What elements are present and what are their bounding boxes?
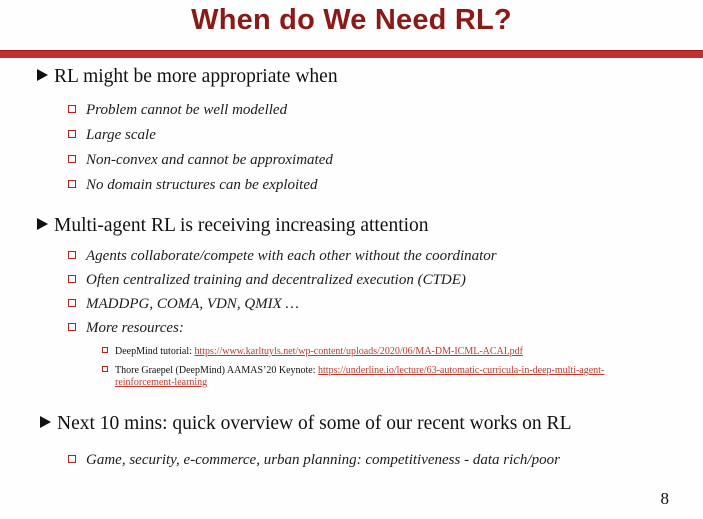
sub-bullet bbox=[68, 296, 299, 313]
hollow-square-icon bbox=[102, 366, 108, 372]
hollow-square-icon bbox=[68, 180, 76, 188]
hollow-square-icon bbox=[68, 455, 76, 463]
hollow-square-icon bbox=[68, 155, 76, 163]
sub-bullet bbox=[68, 127, 156, 144]
sub-bullet bbox=[68, 248, 497, 265]
arrow-right-icon bbox=[37, 218, 48, 230]
sub-bullet-text: Non-convex and cannot be approximated bbox=[86, 152, 333, 168]
sub-bullet bbox=[68, 320, 184, 337]
sub-bullet-text: Agents collaborate/compete with each other without the coordinator bbox=[86, 248, 497, 264]
resource-link-keynote[interactable]: https://underline.io/lecture/63-automatic-curricula-in-deep-multi-agent- bbox=[318, 365, 605, 376]
resource-label: Thore Graepel (DeepMind) AAMAS’20 Keynote: bbox=[115, 365, 319, 376]
hollow-square-icon bbox=[68, 130, 76, 138]
bullet-text: Multi-agent RL is receiving increasing attention bbox=[54, 215, 429, 236]
arrow-right-icon bbox=[37, 69, 48, 81]
sub-bullet-text: No domain structures can be exploited bbox=[86, 177, 318, 193]
bullet-text: RL might be more appropriate when bbox=[54, 66, 338, 87]
resource-link-keynote-continued[interactable]: reinforcement-learning bbox=[115, 377, 208, 388]
sub-bullet-text: More resources: bbox=[86, 320, 184, 336]
sub-bullet bbox=[68, 102, 287, 119]
sub-bullet-text: MADDPG, COMA, VDN, QMIX … bbox=[86, 296, 299, 312]
resource-item bbox=[102, 365, 662, 378]
slide-title: When do We Need RL? bbox=[191, 4, 512, 36]
sub-bullet bbox=[68, 452, 560, 469]
hollow-square-icon bbox=[68, 251, 76, 259]
hollow-square-icon bbox=[68, 105, 76, 113]
sub-bullet bbox=[68, 152, 333, 169]
resource-item bbox=[102, 346, 523, 359]
sub-bullet-text: Often centralized training and decentralized execution (CTDE) bbox=[86, 272, 466, 288]
sub-bullet-text: Problem cannot be well modelled bbox=[86, 102, 288, 118]
sub-bullet bbox=[68, 272, 466, 289]
arrow-right-icon bbox=[40, 416, 51, 428]
sub-bullet-text: Large scale bbox=[86, 127, 156, 143]
sub-bullet-text: Game, security, e-commerce, urban planning: competitiveness - data rich/poor bbox=[86, 452, 560, 468]
hollow-square-icon bbox=[68, 323, 76, 331]
bullet-rl-appropriate bbox=[37, 66, 338, 88]
resource-item-continued bbox=[115, 377, 207, 390]
page-number: 8 bbox=[660, 489, 669, 508]
bullet-text: Next 10 mins: quick overview of some of our recent works on RL bbox=[57, 413, 572, 434]
resource-label: DeepMind tutorial: bbox=[115, 346, 195, 357]
resource-link-deepmind-tutorial[interactable]: https://www.karltuyls.net/wp-content/uploads/2020/06/MA-DM-ICML-ACAI.pdf bbox=[194, 346, 523, 357]
hollow-square-icon bbox=[68, 275, 76, 283]
sub-bullet bbox=[68, 177, 318, 194]
bullet-multi-agent-rl bbox=[37, 215, 429, 237]
title-divider bbox=[0, 50, 703, 58]
hollow-square-icon bbox=[68, 299, 76, 307]
hollow-square-icon bbox=[102, 347, 108, 353]
bullet-next-10-mins bbox=[40, 413, 571, 435]
